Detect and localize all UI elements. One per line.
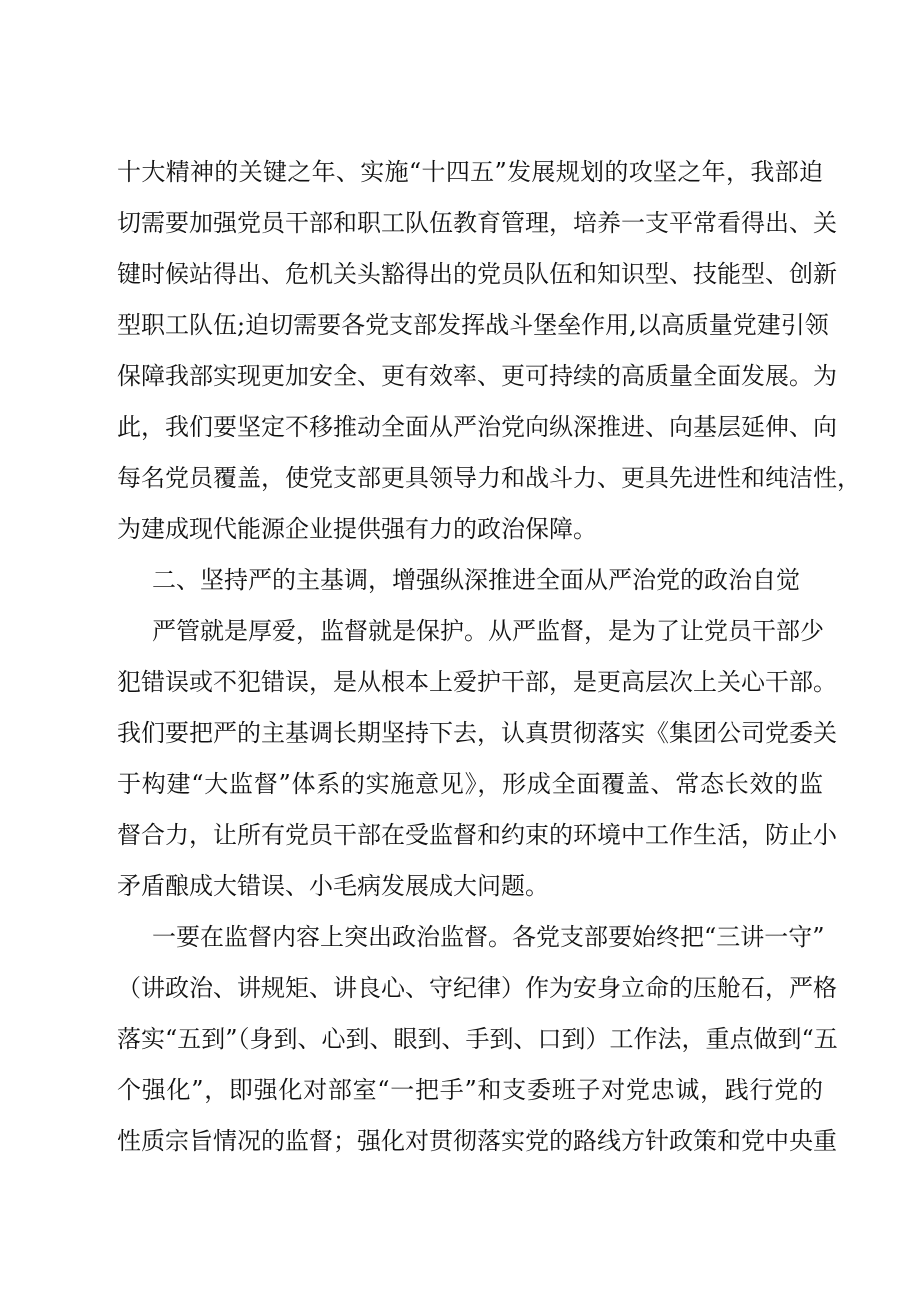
text-line: 每名党员覆盖，使党支部更具领导力和战斗力、更具先进性和纯洁性，: [117, 464, 861, 492]
paragraph-3: [117, 922, 838, 1156]
paragraph-2: [117, 616, 837, 901]
text-line: 于构建“大监督”体系的实施意见》，形成全面覆盖、常态长效的监: [117, 770, 823, 798]
text-line: （讲政治、讲规矩、讲良心、守纪律）作为安身立命的压舱石，严格: [117, 974, 837, 1002]
document-body: [117, 157, 861, 1177]
text-line: 个强化”，即强化对部室“一把手”和支委班子对党忠诚，践行党的: [117, 1076, 823, 1104]
text-line: 落实“五到”（身到、心到、眼到、手到、口到）工作法，重点做到“五: [117, 1025, 838, 1053]
text-line: 切需要加强党员干部和职工队伍教育管理，培养一支平常看得出、关: [117, 209, 837, 237]
section-heading-text: 二、坚持严的主基调，增强纵深推进全面从严治党的政治自觉: [152, 566, 800, 594]
text-line: 为建成现代能源企业提供强有力的政治保障。: [117, 515, 597, 543]
text-line: 督合力，让所有党员干部在受监督和约束的环境中工作生活，防止小: [117, 821, 837, 849]
text-line: 我们要把严的主基调长期坚持下去，认真贯彻落实《集团公司党委关: [117, 719, 837, 747]
text-line: 性质宗旨情况的监督；强化对贯彻落实党的路线方针政策和党中央重: [117, 1127, 837, 1155]
text-line: 十大精神的关键之年、实施“十四五”发展规划的攻坚之年，我部迫: [117, 158, 823, 186]
section-heading: [117, 565, 823, 595]
text-line: 一要在监督内容上突出政治监督。各党支部要始终把“三讲一守”: [152, 923, 825, 951]
text-line: 保障我部实现更加安全、更有效率、更可持续的高质量全面发展。为: [117, 362, 837, 390]
text-line: 严管就是厚爱，监督就是保护。从严监督，是为了让党员干部少: [152, 617, 824, 645]
text-line: 型职工队伍;迫切需要各党支部发挥战斗堡垒作用,以高质量党建引领: [117, 311, 829, 339]
text-line: 犯错误或不犯错误，是从根本上爱护干部，是更高层次上关心干部。: [117, 668, 837, 696]
text-line: 矛盾酿成大错误、小毛病发展成大问题。: [117, 872, 549, 900]
text-line: 键时候站得出、危机关头豁得出的党员队伍和知识型、技能型、创新: [117, 260, 837, 288]
text-line: 此，我们要坚定不移推动全面从严治党向纵深推进、向基层延伸、向: [117, 413, 837, 441]
paragraph-1: [117, 157, 861, 544]
